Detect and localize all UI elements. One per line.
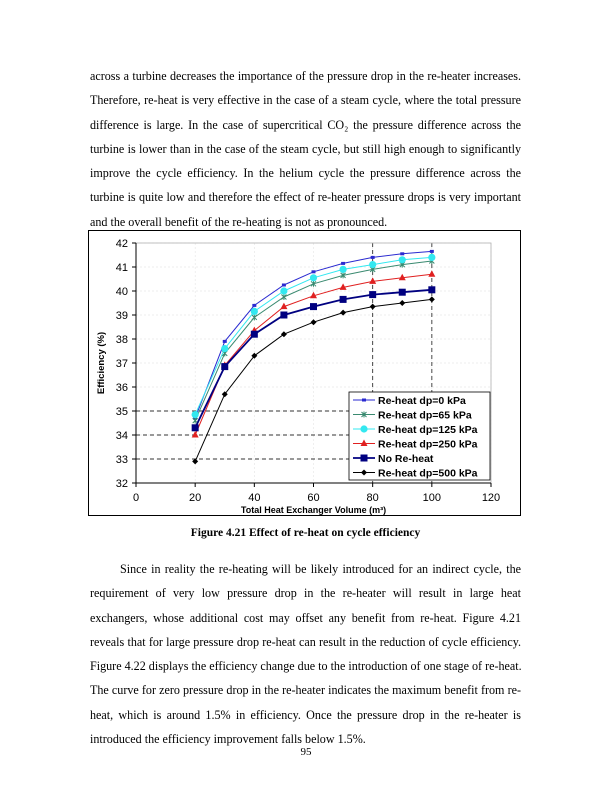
x-tick-label: 120 — [481, 492, 501, 504]
legend-entry: Re-heat dp=500 kPa — [378, 467, 478, 480]
text-line: reveals that for large pressure drop re-heat can result in the reduction of cycle efficiency. — [90, 634, 521, 649]
legend-entry: No Re-heat — [378, 453, 434, 465]
efficiency-chart — [88, 230, 521, 516]
marker — [371, 256, 375, 259]
text-line: requirement of very low pressure drop in the re-heater will result in large heat — [90, 586, 521, 601]
marker — [400, 252, 404, 255]
marker — [251, 331, 258, 338]
y-tick-label: 39 — [115, 310, 128, 322]
text-line: introduced the efficiency improvement falls below 1.5%. — [90, 732, 366, 747]
marker — [399, 256, 406, 263]
y-tick-label: 36 — [115, 382, 128, 394]
text-line: turbine is quite low and therefore the effect of re-heater pressure drops is very important — [90, 190, 521, 205]
marker — [341, 262, 345, 265]
marker — [312, 270, 316, 273]
marker — [192, 431, 199, 438]
marker — [252, 314, 257, 320]
marker — [310, 274, 317, 281]
text-line: Figure 4.22 displays the efficiency change due to the introduction of one stage of re-heat. — [90, 659, 522, 674]
text-line: turbine is lower than in the case of the steam cycle, but still high enough to significantly — [90, 141, 521, 156]
legend-entry: Re-heat dp=125 kPa — [378, 424, 478, 436]
text-line: difference is large. In the case of supercritical CO₂ the pressure difference across the — [90, 117, 521, 132]
marker — [192, 411, 199, 418]
marker — [428, 254, 435, 261]
marker — [251, 308, 258, 315]
marker — [370, 304, 376, 310]
marker — [310, 303, 317, 310]
marker — [280, 287, 287, 294]
marker — [428, 286, 435, 293]
x-tick-label: 0 — [132, 492, 140, 504]
text-line: across a turbine decreases the importance of the pressure drop in the re-heater increases. — [90, 69, 521, 83]
y-axis-label: Efficiency (%) — [96, 331, 107, 395]
text-line: The curve for zero pressure drop in the re-heater indicates the maximum benefit from re- — [90, 683, 521, 698]
legend-entry: Re-heat dp=65 kPa — [378, 409, 472, 422]
marker — [221, 363, 228, 370]
marker — [362, 399, 366, 402]
y-tick-label: 34 — [115, 430, 128, 442]
marker — [311, 319, 317, 325]
y-tick-label: 32 — [115, 478, 128, 490]
legend-entry: Re-heat dp=0 kPa — [378, 395, 466, 407]
marker — [280, 312, 287, 319]
marker — [361, 455, 368, 462]
text-line: improve the cycle efficiency. In the helium cycle the pressure difference across the — [90, 166, 521, 181]
y-tick-label: 38 — [115, 334, 128, 346]
marker — [192, 424, 199, 431]
x-tick-label: 60 — [307, 492, 320, 504]
text-line: heat, which is around 1.5% in efficiency. Once the pressure drop in the re-heater is — [90, 707, 521, 722]
marker — [252, 304, 256, 307]
legend-entry: Re-heat dp=250 kPa — [378, 438, 478, 451]
marker — [281, 294, 286, 300]
marker — [428, 270, 435, 277]
chart-canvas — [89, 231, 520, 515]
marker — [369, 291, 376, 298]
marker — [282, 284, 286, 287]
marker — [429, 296, 435, 302]
text-line: Since in reality the re-heating will be likely introduced for an indirect cycle, the — [120, 562, 521, 576]
x-tick-label: 80 — [366, 492, 379, 504]
marker — [399, 289, 406, 296]
x-tick-label: 20 — [189, 492, 202, 504]
marker — [360, 425, 367, 432]
y-tick-label: 40 — [115, 286, 128, 298]
x-axis-label: Total Heat Exchanger Volume (m³) — [240, 505, 387, 515]
y-tick-label: 35 — [115, 406, 128, 418]
legend — [349, 392, 490, 480]
paragraph-top — [90, 64, 521, 234]
x-tick-label: 40 — [248, 492, 261, 504]
x-tick-label: 100 — [422, 492, 442, 504]
y-tick-label: 37 — [115, 358, 128, 370]
page-number: 95 — [300, 746, 312, 758]
text-line: exchangers, whose additional cost may offset any benefit from re-heat. Figure 4.21 — [90, 610, 521, 625]
marker — [340, 296, 347, 303]
marker — [430, 250, 434, 253]
text-line: and the overall benefit of the re-heating is not as pronounced. — [90, 214, 388, 229]
marker — [221, 345, 228, 352]
paragraph-bottom — [90, 557, 521, 751]
figure-caption: Figure 4.21 Effect of re-heat on cycle efficiency — [190, 527, 421, 539]
y-tick-label: 41 — [115, 262, 128, 274]
y-tick-label: 42 — [115, 238, 128, 250]
marker — [369, 261, 376, 268]
marker — [223, 340, 227, 343]
text-line: Therefore, re-heat is very effective in the case of a steam cycle, where the total pressure — [90, 93, 521, 108]
y-tick-label: 33 — [115, 454, 128, 466]
marker — [339, 266, 346, 273]
marker — [399, 300, 405, 306]
